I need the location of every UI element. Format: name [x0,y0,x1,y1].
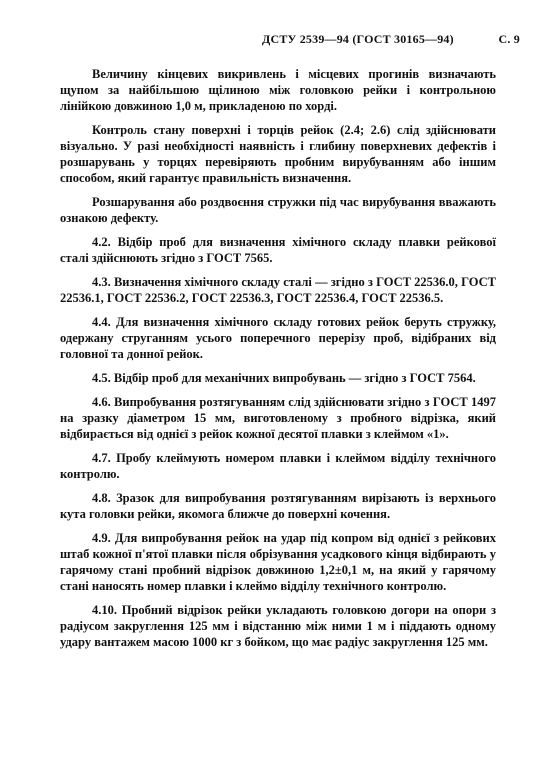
paragraph: 4.9. Для випробування рейок на удар під копром від однієї з рейкових штаб кожної п'ятої плавки після обрізування усадкового кінця відбирають у гарячому стані пробний відрізок довжиною 1,2±0,1 м, на який у гарячому стані наносять номер плавки і клеймо відділу технічного контролю. [60,531,496,593]
paragraph: 4.2. Відбір проб для визначення хімічного складу плавки рейкової сталі здійснюють згідно з ГОСТ 7565. [60,235,496,265]
paragraph: 4.8. Зразок для випробування розтягуванням вирізають із верхнього кута головки рейки, якомога ближче до поверхні кочення. [60,491,496,521]
standard-code: ДСТУ 2539—94 (ГОСТ 30165—94) [262,32,454,46]
paragraph: 4.10. Пробний відрізок рейки укладають головкою догори на опори з радіусом закруглення 125 мм і відстанню між ними 1 м і піддають одному удару вантажем масою 1000 кг з бойком, що має радіус закруглення 125 мм. [60,603,496,649]
paragraph: Розшарування або роздвоєння стружки під час вирубування вважають ознакою дефекту. [60,195,496,225]
paragraph: Величину кінцевих викривлень і місцевих прогинів визначають щупом за найбільшою щілиною між головкою рейки і контрольною лінійкою довжиною 1,0 м, прикладеною по хорді. [60,67,496,113]
paragraph: Контроль стану поверхні і торців рейок (2.4; 2.6) слід здійснювати візуально. У разі необхідності наявність і глибину поверхневих дефектів і розшарувань у торцях перевіряють пробним вирубуванням або іншим способом, який гарантує правильність визначення. [60,123,496,185]
paragraph: 4.3. Визначення хімічного складу сталі — згідно з ГОСТ 22536.0, ГОСТ 22536.1, ГОСТ 22536.2, ГОСТ 22536.3, ГОСТ 22536.4, ГОСТ 22536.5. [60,275,496,305]
paragraph: 4.6. Випробування розтягуванням слід здійснювати згідно з ГОСТ 1497 на зразку діаметром 15 мм, виготовленому з пробного відрізка, який відбирається від однієї з рейок кожної десятої плавки з клеймом «1». [60,395,496,441]
paragraph: 4.4. Для визначення хімічного складу готових рейок беруть стружку, одержану струганням усього поперечного перерізу проб, відібраних від головної та донної рейок. [60,315,496,361]
paragraph: 4.7. Пробу клеймують номером плавки і клеймом відділу технічного контролю. [60,451,496,481]
page-number: С. 9 [498,32,520,46]
paragraph: 4.5. Відбір проб для механічних випробувань — згідно з ГОСТ 7564. [92,371,476,385]
document-body [60,66,496,658]
